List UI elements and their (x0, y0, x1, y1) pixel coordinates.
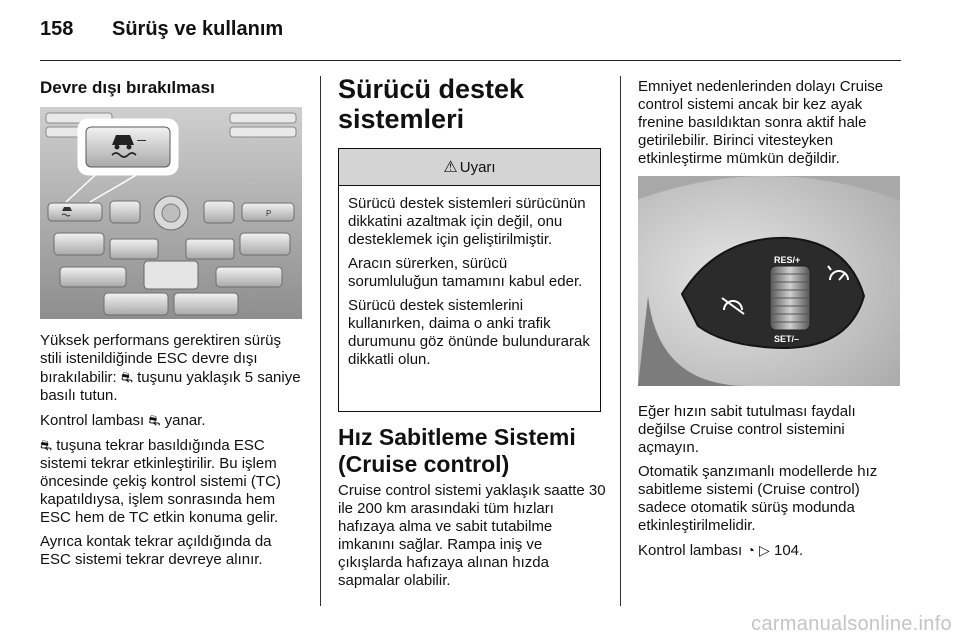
esc-off-icon: ⛐ (120, 369, 133, 385)
paragraph-automatic: Otomatik şanzımanlı modellerde hız sabitleme sistemi (Cruise control) sadece otomatik sürüş modunda etkinleştirilmelidir. (638, 463, 878, 534)
paragraph-control-lamp-cruise (638, 541, 902, 560)
steering-wheel-illustration (638, 176, 900, 386)
res-label: RES/+ (774, 255, 801, 265)
warning-label: Uyarı (459, 158, 496, 176)
paragraph-esc-reactivate (40, 436, 306, 527)
middle-column (338, 74, 606, 134)
paragraph-esc-disable-end: tuşunu yaklaşık 5 saniye basılı tutun. (40, 369, 301, 404)
page-title: Sürüş ve kullanım (112, 18, 284, 40)
lamp-text-start: Kontrol lambası (40, 412, 145, 429)
paragraph-esc-disable-text: Yüksek performans gerektiren sürüş stili istenildiğinde ESC devre dışı bırakılabilir: (40, 332, 281, 386)
cruise-title (338, 424, 606, 478)
paragraph-esc-reactivate-text: tuşuna tekrar basıldığında ESC sistemi tekrar etkinleştirilir. Bu işlem öncesinde çekiş kontrol sistemi (TC) kapatıldıysa, işlem sonrasında hem ESC hem de TC etkin konuma gelir. (40, 437, 281, 526)
section-heading-disable: Devre dışı bırakılması (40, 78, 215, 97)
left-column-text (40, 332, 306, 575)
right-column-top (638, 78, 902, 174)
dashboard-panel-illustration (40, 107, 302, 319)
paragraph-control-lamp (40, 411, 306, 430)
watermark: carmanualsonline.info (751, 613, 952, 635)
section-title-line-2: sistemleri (338, 104, 465, 134)
cruise-title-line-2: (Cruise control) (338, 451, 510, 477)
esc-off-icon-2: ⛐ (40, 437, 53, 453)
section-title-line-1: Sürücü destek (338, 74, 525, 104)
steering-wheel-image (638, 176, 900, 386)
page-ref-icon: ▷ (759, 542, 770, 558)
cruise-section (338, 424, 606, 596)
esc-lamp-icon: ⛐ (148, 412, 161, 428)
cruise-lamp-icon: ◔ (746, 542, 755, 558)
warning-triangle-icon: ⚠ (443, 159, 458, 176)
paragraph-ignition: Ayrıca kontak tekrar açıldığında da ESC sistemi tekrar devreye alınır. (40, 533, 272, 568)
column-divider-1 (320, 76, 321, 606)
header-rule (40, 60, 901, 61)
right-column-bottom (638, 403, 902, 566)
page-ref-number[interactable]: 104. (773, 542, 804, 559)
cruise-paragraph: Cruise control sistemi yaklaşık saatte 30 ile 200 km arasındaki tüm hızları hafızaya alma ve sabit tutabilme imkanını sağlar. Rampa iniş ve çıkışlarda hafızaya alınan hızda sapmalar olabilir. (338, 482, 606, 589)
page-number: 158 (40, 18, 74, 40)
left-column (40, 78, 308, 98)
warning-header (339, 149, 600, 186)
panel-p-label: P (266, 209, 272, 218)
paragraph-not-useful: Eğer hızın sabit tutulması faydalı değilse Cruise control sistemini açmayın. (638, 403, 856, 456)
warning-body (339, 186, 600, 377)
column-divider-2 (620, 76, 621, 606)
svg-text:—: — (137, 135, 146, 145)
warning-box (338, 148, 601, 412)
cruise-title-line-1: Hız Sabitleme Sistemi (338, 424, 576, 450)
paragraph-esc-disable (40, 332, 306, 405)
esc-button-image (40, 107, 302, 319)
lamp-text-end: yanar. (164, 412, 206, 429)
warning-paragraph-3: Sürücü destek sistemlerini kullanırken, daima o anki trafik durumunu göz önünde bulundurarak dikkatli olun. (348, 297, 590, 368)
section-title-driver-assist (338, 74, 606, 134)
warning-paragraph-1: Sürücü destek sistemleri sürücünün dikkatini azaltmak için değil, onu desteklemek için geliştirilmiştir. (348, 195, 586, 248)
set-label: SET/– (774, 334, 800, 344)
warning-paragraph-2: Aracın sürerken, sürücü sorumluluğun tamamını kabul eder. (348, 255, 583, 290)
cruise-lamp-text: Kontrol lambası (638, 542, 743, 559)
paragraph-safety: Emniyet nedenlerinden dolayı Cruise control sistemi ancak bir kez ayak frenine basıldıktan sonra aktif hale getirilebilir. Birinci vitesteyken etkinleştirme mümkün değildir. (638, 78, 884, 167)
